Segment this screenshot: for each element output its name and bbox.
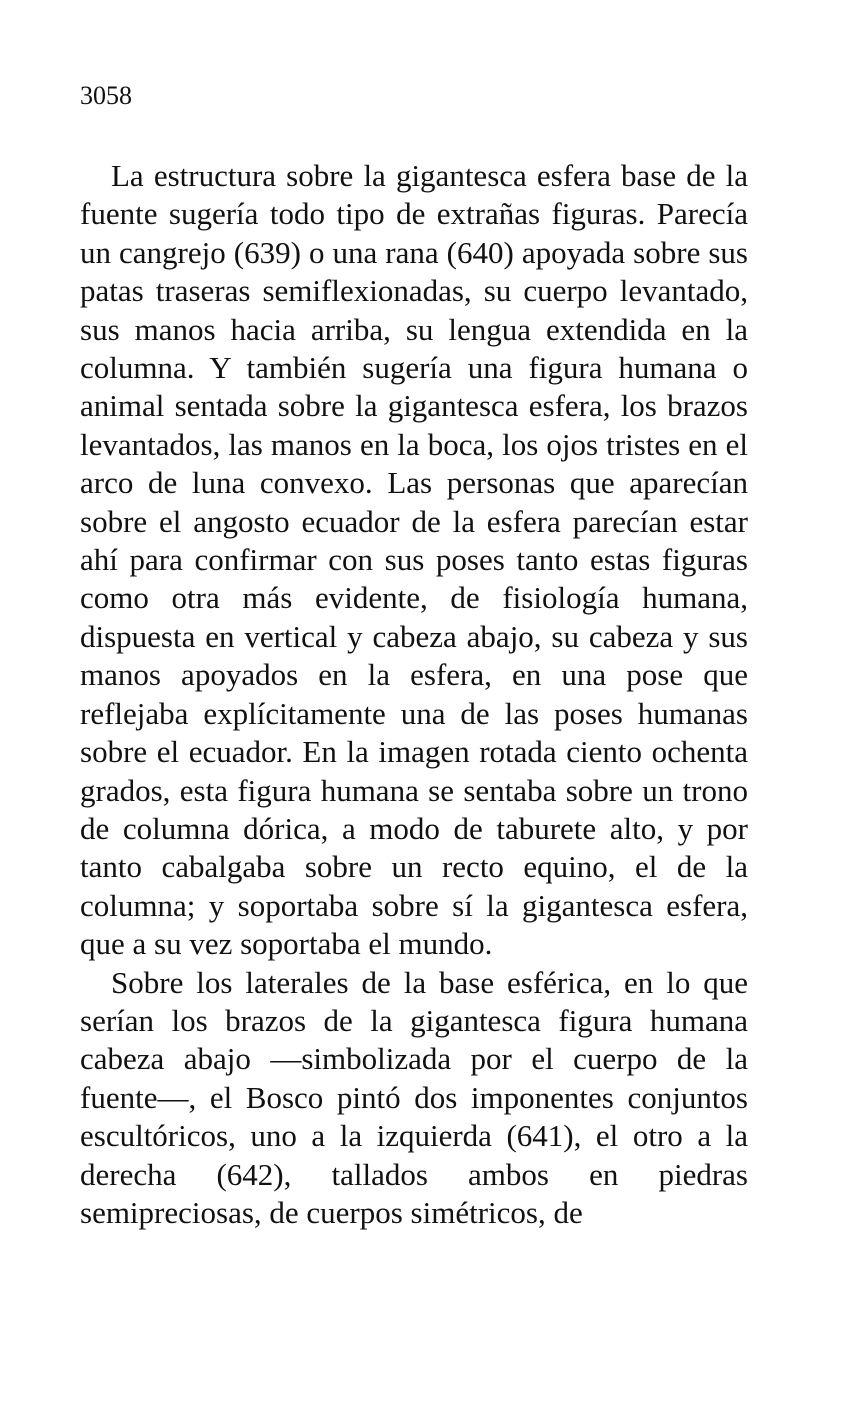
paragraph: La estructura sobre la gigantesca esfera base de la fuente sugería todo tipo de extrañas figuras. Parecía un cangrejo (639) o una rana (640) apoyada sobre sus patas traseras semiflexionadas, su cuerpo levantado, sus manos hacia arriba, su lengua extendida en la columna. Y también sugería una figura humana o animal sentada sobre la gigantesca esfera, los brazos levantados, las manos en la boca, los ojos tristes en el arco de luna convexo. Las personas que aparecían sobre el angosto ecuador de la esfera parecían estar ahí para confirmar con sus poses tanto estas figuras como otra más evidente, de fisiología humana, dispuesta en vertical y cabeza abajo, su cabeza y sus manos apoyados en la esfera, en una pose que reflejaba explícitamente una de las poses humanas sobre el ecuador. En la imagen rotada ciento ochenta grados, esta figura humana se sentaba sobre un trono de columna dórica, a modo de taburete alto, y por tanto cabalgaba sobre un recto equino, el de la columna; y soportaba sobre sí la gigantesca esfera, que a su vez soportaba el mundo. xyxy=(80,158,748,962)
paragraph: Sobre los laterales de la base esférica, en lo que serían los brazos de la gigantesca figura humana cabeza abajo —simbolizada por el cuerpo de la fuente—, el Bosco pintó dos imponentes conjuntos escultóricos, uno a la izquierda (641), el otro a la derecha (642), tallados ambos en piedras semipreciosas, de cuerpos simétricos, de xyxy=(80,964,748,1230)
page-number: 3058 xyxy=(80,81,132,110)
body-text xyxy=(80,157,748,1232)
